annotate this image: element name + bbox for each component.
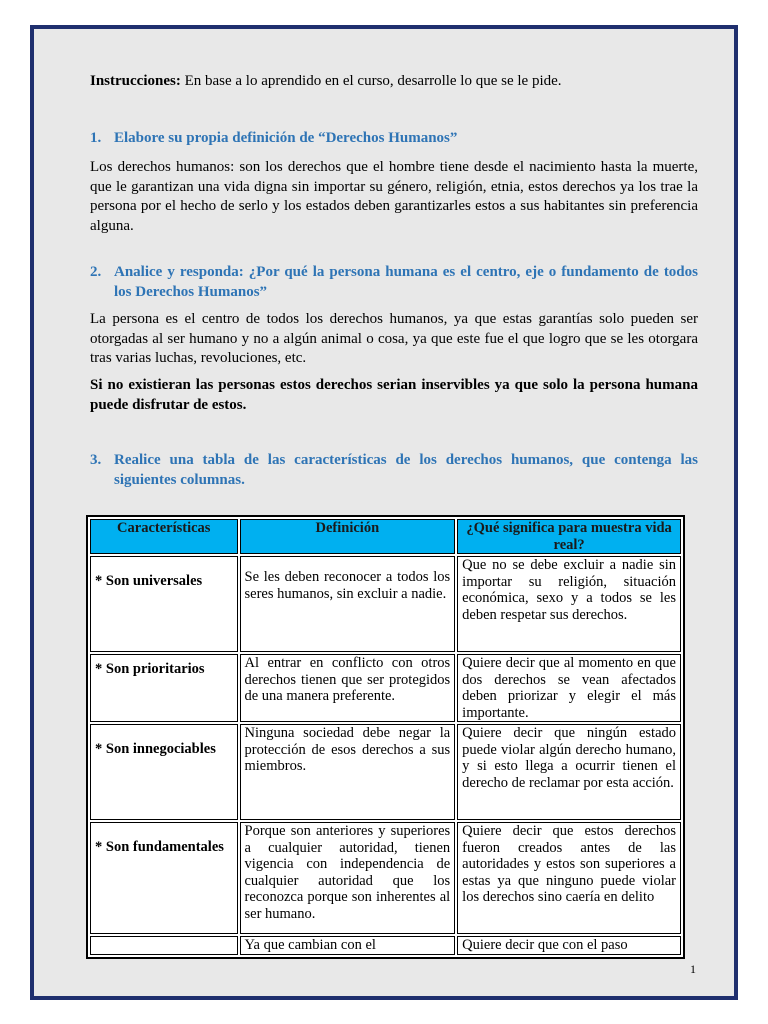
table-row [90,654,681,722]
row-4-significado: Quiere decir que estos derechos fueron creados antes de las autoridades y estos son superiores a estas ya que ninguno puede violar los derechos sino caería en delito [457,822,681,934]
page-number: 1 [690,962,696,976]
row-3-significado: Quiere decir que ningún estado puede violar algún derecho humano, y si esto llega a ocurrir tienen el derecho de reclamar por esta acción. [457,724,681,820]
row-3-definicion: Ninguna sociedad debe negar la protección de esos derechos a sus miembros. [240,724,456,820]
question-2-title: Analice y responda: ¿Por qué la persona humana es el centro, eje o fundamento de todos los Derechos Humanos” [114,264,698,300]
question-1-title: Elabore su propia definición de “Derechos Humanos” [114,130,458,146]
table-header-row [90,519,681,554]
table-row [90,936,681,955]
question-3-number: 3. [90,452,102,468]
row-2-significado: Quiere decir que al momento en que dos derechos se vean afectados deben priorizar y elegir el más importante. [457,654,681,722]
row-1-significado: Que no se debe excluir a nadie sin importar su religión, situación económica, sexo y a todos se les deben respetar sus derechos. [457,556,681,652]
header-caracteristicas: Características [90,519,238,554]
row-2-caracteristica: * Son prioritarios [90,654,238,722]
header-definicion: Definición [240,519,456,554]
characteristics-table [86,515,685,959]
table-row [90,822,681,934]
row-5-definicion: Ya que cambian con el [240,936,456,955]
row-3-caracteristica: * Son innegociables [90,724,238,820]
header-significado: ¿Qué significa para muestra vida real? [457,519,681,554]
table-row [90,724,681,820]
row-4-caracteristica: * Son fundamentales [90,822,238,934]
answer-2-bold: Si no existieran las personas estos derechos serian inservibles ya que solo la persona humana puede disfrutar de estos. [90,377,698,413]
question-1-number: 1. [90,130,102,146]
row-5-caracteristica [90,936,238,955]
question-1 [90,128,698,148]
instructions [90,72,562,91]
row-1-caracteristica: * Son universales [90,556,238,652]
row-2-definicion: Al entrar en conflicto con otros derechos tienen que ser protegidos de una manera preferente. [240,654,456,722]
row-5-significado: Quiere decir que con el paso [457,936,681,955]
question-2-number: 2. [90,264,102,280]
instructions-text: En base a lo aprendido en el curso, desarrolle lo que se le pide. [180,73,562,89]
table-row [90,556,681,652]
answer-1: Los derechos humanos: son los derechos que el hombre tiene desde el nacimiento hasta la muerte, que le garantizan una vida digna sin importar su género, religión, etnia, estos derechos ya los trae la persona por el hecho de serlo y los estados deben garantizarles estos a sus habitantes sin preferencia alguna. [90,159,698,234]
answer-2: La persona es el centro de todos los derechos humanos, ya que estas garantías solo pueden ser otorgadas al ser humano y no a algún animal o cosa, ya que este fue el que logro que se les otorgara tras varias luchas, revoluciones, etc. [90,311,698,366]
row-4-definicion: Porque son anteriores y superiores a cualquier autoridad, tienen vigencia con independencia de cualquier autoridad que los reconozca porque son inherentes al ser humano. [240,822,456,934]
question-3-title: Realice una tabla de las características de los derechos humanos, que contenga las siguientes columnas. [114,452,698,488]
instructions-label: Instrucciones: [90,73,181,89]
row-1-definicion: Se les deben reconocer a todos los seres humanos, sin excluir a nadie. [240,556,456,652]
question-3 [90,450,698,490]
question-2 [90,262,698,302]
